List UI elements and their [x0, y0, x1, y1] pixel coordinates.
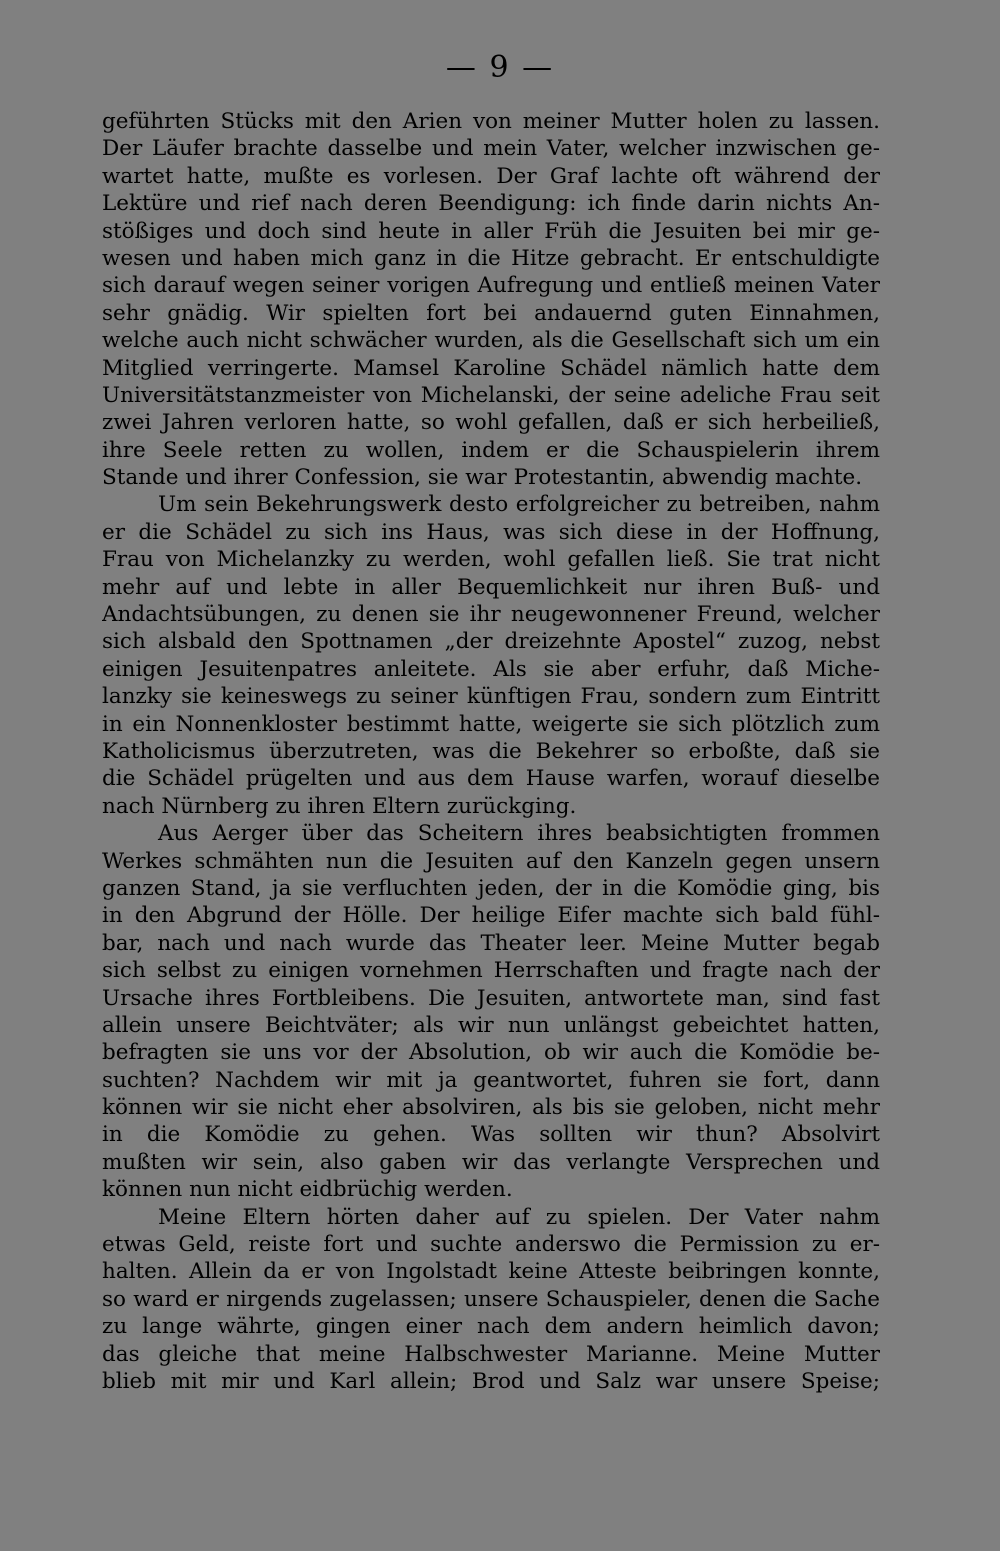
text-line: Andachtsübungen, zu denen sie ihr neugewonnener Freund, welcher: [102, 602, 880, 628]
text-line: einigen Jesuitenpatres anleitete. Als sie aber erfuhr, daß Miche-: [102, 656, 880, 682]
paragraph: [102, 820, 880, 1203]
text-line: so ward er nirgends zugelassen; unsere Schauspieler, denen die Sache: [102, 1286, 880, 1312]
text-line: mehr auf und lebte in aller Bequemlichkeit nur ihren Buß- und: [102, 574, 880, 600]
paragraph: [102, 1204, 880, 1396]
text-line: blieb mit mir und Karl allein; Brod und Salz war unsere Speise;: [102, 1368, 880, 1394]
page-number-header: — 9 —: [445, 50, 555, 85]
text-line: Frau von Michelanzky zu werden, wohl gefallen ließ. Sie trat nicht: [102, 547, 880, 573]
text-line: Aus Aerger über das Scheitern ihres beabsichtigten frommen: [158, 821, 880, 847]
text-line: suchten? Nachdem wir mit ja geantwortet, fuhren sie fort, dann: [102, 1067, 880, 1093]
body-text: [102, 108, 880, 1395]
text-line: befragten sie uns vor der Absolution, ob wir auch die Komödie be-: [102, 1040, 880, 1066]
text-line: in die Komödie zu gehen. Was sollten wir thun? Absolvirt: [102, 1122, 880, 1148]
text-line: zwei Jahren verloren hatte, so wohl gefallen, daß er sich herbeiließ,: [102, 410, 880, 436]
text-line: Meine Eltern hörten daher auf zu spielen. Der Vater nahm: [158, 1204, 880, 1230]
text-line: mußten wir sein, also gaben wir das verlangte Versprechen und: [102, 1149, 880, 1175]
text-line: Mitglied verringerte. Mamsel Karoline Schädel nämlich hatte dem: [102, 355, 880, 381]
text-line: können wir sie nicht eher absolviren, als bis sie geloben, nicht mehr: [102, 1095, 880, 1121]
text-line: bar, nach und nach wurde das Theater leer. Meine Mutter begab: [102, 930, 880, 956]
paragraph: [102, 491, 880, 820]
text-line: halten. Allein da er von Ingolstadt keine Atteste beibringen konnte,: [102, 1259, 880, 1285]
text-line: sehr gnädig. Wir spielten fort bei andauernd guten Einnahmen,: [102, 300, 880, 326]
text-line: welche auch nicht schwächer wurden, als die Gesellschaft sich um ein: [102, 328, 880, 354]
text-line: wartet hatte, mußte es vorlesen. Der Graf lachte oft während der: [102, 163, 880, 189]
text-line: die Schädel prügelten und aus dem Hause warfen, worauf dieselbe: [102, 766, 880, 792]
text-line: Universitätstanzmeister von Michelanski, der seine adeliche Frau seit: [102, 382, 880, 408]
text-line: Ursache ihres Fortbleibens. Die Jesuiten, antwortete man, sind fast: [102, 985, 880, 1011]
text-line: lanzky sie keineswegs zu seiner künftigen Frau, sondern zum Eintritt: [102, 684, 880, 710]
text-line: Der Läufer brachte dasselbe und mein Vater, welcher inzwischen ge-: [102, 136, 880, 162]
text-line: zu lange währte, gingen einer nach dem andern heimlich davon;: [102, 1314, 880, 1340]
text-line: ihre Seele retten zu wollen, indem er die Schauspielerin ihrem: [102, 437, 880, 463]
text-line: in den Abgrund der Hölle. Der heilige Eifer machte sich bald fühl-: [102, 903, 880, 929]
text-line: er die Schädel zu sich ins Haus, was sich diese in der Hoffnung,: [102, 519, 880, 545]
text-line: sich selbst zu einigen vornehmen Herrschaften und fragte nach der: [102, 958, 880, 984]
text-line: Um sein Bekehrungswerk desto erfolgreicher zu betreiben, nahm: [158, 492, 880, 518]
text-line: geführten Stücks mit den Arien von meiner Mutter holen zu lassen.: [102, 109, 880, 134]
text-line: können nun nicht eidbrüchig werden.: [102, 1177, 513, 1203]
text-line: nach Nürnberg zu ihren Eltern zurückging.: [102, 793, 577, 819]
text-line: allein unsere Beichtväter; als wir nun unlängst gebeichtet hatten,: [102, 1012, 880, 1038]
text-line: in ein Nonnenkloster bestimmt hatte, weigerte sie sich plötzlich zum: [102, 711, 880, 737]
text-line: ganzen Stand, ja sie verfluchten jeden, der in die Komödie ging, bis: [102, 875, 880, 901]
text-line: Lektüre und rief nach deren Beendigung: ich finde darin nichts An-: [102, 191, 880, 217]
paragraph: [102, 108, 880, 491]
text-line: wesen und haben mich ganz in die Hitze gebracht. Er entschuldigte: [102, 245, 880, 271]
text-line: sich alsbald den Spottnamen „der dreizehnte Apostel“ zuzog, nebst: [102, 629, 880, 655]
text-line: Katholicismus überzutreten, was die Bekehrer so erboßte, daß sie: [102, 738, 880, 764]
text-line: Stande und ihrer Confession, sie war Protestantin, abwendig machte.: [102, 465, 863, 491]
text-line: Werkes schmähten nun die Jesuiten auf den Kanzeln gegen unsern: [102, 848, 880, 874]
text-line: etwas Geld, reiste fort und suchte anderswo die Permission zu er-: [102, 1232, 880, 1258]
text-line: sich darauf wegen seiner vorigen Aufregung und entließ meinen Vater: [102, 273, 880, 299]
text-line: stößiges und doch sind heute in aller Früh die Jesuiten bei mir ge-: [102, 218, 880, 244]
text-line: das gleiche that meine Halbschwester Marianne. Meine Mutter: [102, 1341, 880, 1367]
